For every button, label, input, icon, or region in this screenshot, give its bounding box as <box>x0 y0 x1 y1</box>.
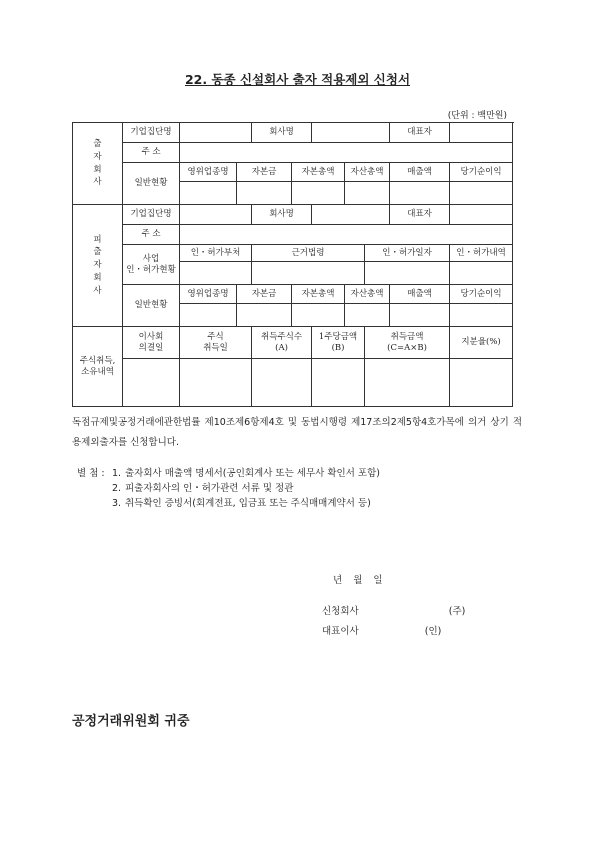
shares-shares-acquired-field[interactable] <box>252 359 312 407</box>
shares-acquisition-date-field[interactable] <box>180 359 252 407</box>
investor-representative-label: 대표자 <box>390 123 450 143</box>
investor-industry-field[interactable] <box>180 182 237 205</box>
investee-address-label: 주 소 <box>123 225 180 245</box>
investee-industry-field[interactable] <box>180 304 237 327</box>
investee-status-label: 일반현황 <box>123 285 180 327</box>
investee-status-col-net-income: 당기순이익 <box>450 285 513 304</box>
attachment-item: 별 첨 : 1. 출자회사 매출액 명세서(공인회계사 또는 세무사 확인서 포함) <box>77 468 380 479</box>
investor-address-label: 주 소 <box>123 143 180 163</box>
investee-representative-label: 대표자 <box>390 205 450 225</box>
investee-status-col-total-capital: 자본총액 <box>292 285 345 304</box>
application-form-table <box>72 122 513 407</box>
investee-license-details-field[interactable] <box>450 262 513 285</box>
investee-status-col-industry: 영위업종명 <box>180 285 237 304</box>
investee-status-col-sales: 매출액 <box>390 285 450 304</box>
shares-col-acquisition-date: 주식 취득일 <box>180 327 252 359</box>
shares-acquisition-amount-field[interactable] <box>365 359 450 407</box>
investor-total-assets-field[interactable] <box>345 182 390 205</box>
investee-capital-field[interactable] <box>237 304 292 327</box>
investor-capital-field[interactable] <box>237 182 292 205</box>
investee-address-field[interactable] <box>180 225 513 245</box>
investee-total-capital-field[interactable] <box>292 304 345 327</box>
investee-group-name-label: 기업집단명 <box>123 205 180 225</box>
investee-group-name-field[interactable] <box>180 205 252 225</box>
investor-status-label: 일반현황 <box>123 163 180 205</box>
investee-license-date-field[interactable] <box>365 262 450 285</box>
attachment-item: 2. 피출자회사의 인・허가관련 서류 및 정관 <box>112 483 294 494</box>
investor-company-name-label: 회사명 <box>252 123 312 143</box>
investee-license-col-law: 근거법령 <box>252 245 365 262</box>
attachment-item: 3. 취득확인 증빙서(회계전표, 입금표 또는 주식매매계약서 등) <box>112 498 371 509</box>
shares-col-acquisition-amount: 취득금액 (C=A×B) <box>365 327 450 359</box>
investor-status-col-capital: 자본금 <box>237 163 292 182</box>
applicant-seal: (주) <box>448 606 466 617</box>
investor-total-capital-field[interactable] <box>292 182 345 205</box>
application-statement: 독점규제및공정거래에관한법률 제10조제6항제4호 및 동법시행령 제17조의2제5항4호가목에 의거 상기 적용제외출자를 신청합니다. <box>72 417 522 448</box>
shares-col-ownership-ratio: 지분율(%) <box>450 327 513 359</box>
shares-side-label: 주식취득, 소유내역 <box>73 327 123 407</box>
shares-col-board-date: 이사회 의결일 <box>123 327 180 359</box>
investee-total-assets-field[interactable] <box>345 304 390 327</box>
investor-net-income-field[interactable] <box>450 182 513 205</box>
attachments-label: 별 첨 : <box>77 468 105 479</box>
ceo-label: 대표이사 <box>322 626 359 637</box>
investor-status-col-net-income: 당기순이익 <box>450 163 513 182</box>
shares-price-per-share-field[interactable] <box>312 359 365 407</box>
investee-license-ministry-field[interactable] <box>180 262 252 285</box>
investee-license-col-ministry: 인・허가부처 <box>180 245 252 262</box>
investee-license-law-field[interactable] <box>252 262 365 285</box>
investor-group-name-label: 기업집단명 <box>123 123 180 143</box>
shares-col-price-per-share: 1주당금액 (B) <box>312 327 365 359</box>
attachments <box>77 466 380 511</box>
shares-col-shares-acquired: 취득주식수 (A) <box>252 327 312 359</box>
investor-status-col-sales: 매출액 <box>390 163 450 182</box>
investor-representative-field[interactable] <box>450 123 513 143</box>
investor-address-field[interactable] <box>180 143 513 163</box>
investee-license-label: 사업 인・허가현황 <box>123 245 180 285</box>
investor-status-col-total-assets: 자산총액 <box>345 163 390 182</box>
investor-company-name-field[interactable] <box>312 123 390 143</box>
ceo-seal: (인) <box>424 626 442 637</box>
investee-status-col-capital: 자본금 <box>237 285 292 304</box>
date-line: 년 월 일 <box>333 575 383 586</box>
ceo-line <box>322 623 441 637</box>
investor-group-name-field[interactable] <box>180 123 252 143</box>
unit-label: (단위 : 백만원) <box>447 111 507 121</box>
investee-company-name-field[interactable] <box>312 205 390 225</box>
investee-status-col-total-assets: 자산총액 <box>345 285 390 304</box>
investor-sales-field[interactable] <box>390 182 450 205</box>
investee-license-col-date: 인・허가일자 <box>365 245 450 262</box>
recipient-footer: 공정거래위원회 귀중 <box>72 714 190 729</box>
investee-company-name-label: 회사명 <box>252 205 312 225</box>
document-title: 22. 동종 신설회사 출자 적용제외 신청서 <box>184 72 411 87</box>
investee-net-income-field[interactable] <box>450 304 513 327</box>
investor-status-col-industry: 영위업종명 <box>180 163 237 182</box>
applicant-line <box>322 603 465 617</box>
investee-sales-field[interactable] <box>390 304 450 327</box>
investor-side-label: 출 자 회 사 <box>73 123 123 205</box>
applicant-label: 신청회사 <box>322 606 359 617</box>
investee-license-col-details: 인・허가내역 <box>450 245 513 262</box>
shares-board-date-field[interactable] <box>123 359 180 407</box>
investor-status-col-total-capital: 자본총액 <box>292 163 345 182</box>
shares-ownership-ratio-field[interactable] <box>450 359 513 407</box>
investee-representative-field[interactable] <box>450 205 513 225</box>
investee-side-label: 피 출 자 회 사 <box>73 205 123 327</box>
